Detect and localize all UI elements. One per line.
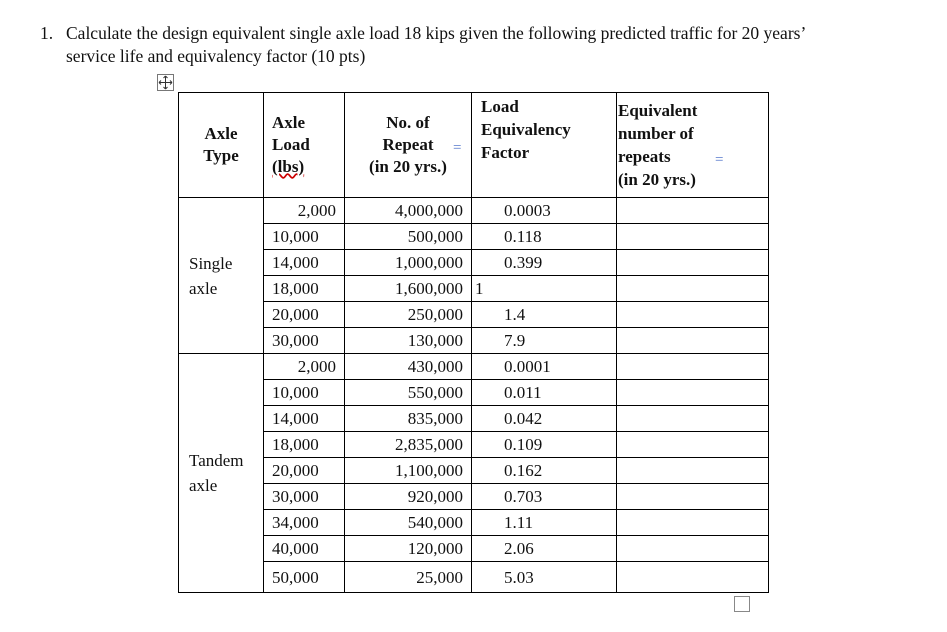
- cell-equivalent[interactable]: [617, 484, 769, 510]
- table-row: [179, 562, 769, 593]
- cell-equivalent[interactable]: [617, 250, 769, 276]
- question-number: 1.: [40, 23, 54, 43]
- cell-repeat: 1,600,000: [345, 276, 472, 302]
- header-axle-load: Axle Load (lbs): [264, 93, 345, 198]
- cell-factor: 0.703: [472, 484, 617, 510]
- cell-equivalent[interactable]: [617, 380, 769, 406]
- cell-repeat: 25,000: [345, 562, 472, 593]
- cell-load: 18,000: [264, 276, 345, 302]
- table-row: [179, 510, 769, 536]
- cell-repeat: 1,000,000: [345, 250, 472, 276]
- question-line-2: service life and equivalency factor (10 pts): [66, 46, 366, 66]
- table-row: [179, 380, 769, 406]
- cell-load: 18,000: [264, 432, 345, 458]
- cell-equivalent[interactable]: [617, 328, 769, 354]
- cell-repeat: 500,000: [345, 224, 472, 250]
- header-equivalent: Equivalent number of repeats (in 20 yrs.) =: [617, 93, 769, 198]
- group-tandem-axle: Tandem axle: [179, 354, 264, 593]
- cell-repeat: 130,000: [345, 328, 472, 354]
- cell-factor: 0.118: [472, 224, 617, 250]
- cell-equivalent[interactable]: [617, 406, 769, 432]
- cell-factor: 2.06: [472, 536, 617, 562]
- question-line-1: Calculate the design equivalent single axle load 18 kips given the following predicted traffic for 20 years’: [66, 23, 807, 43]
- cell-factor: 0.0001: [472, 354, 617, 380]
- cell-load: 10,000: [264, 224, 345, 250]
- cell-equivalent[interactable]: [617, 432, 769, 458]
- cell-equivalent[interactable]: [617, 198, 769, 224]
- cell-load: 34,000: [264, 510, 345, 536]
- cell-repeat: 550,000: [345, 380, 472, 406]
- cell-equivalent[interactable]: [617, 562, 769, 593]
- cell-equivalent[interactable]: [617, 458, 769, 484]
- cell-repeat: 430,000: [345, 354, 472, 380]
- cell-factor: 0.042: [472, 406, 617, 432]
- table-row: [179, 276, 769, 302]
- cell-repeat: 4,000,000: [345, 198, 472, 224]
- table-row: [179, 302, 769, 328]
- cell-load: 2,000: [264, 198, 345, 224]
- cell-equivalent[interactable]: [617, 302, 769, 328]
- cell-factor: 0.011: [472, 380, 617, 406]
- cell-factor: 7.9: [472, 328, 617, 354]
- table-row: [179, 250, 769, 276]
- group-single-axle: Single axle: [179, 198, 264, 354]
- cell-load: 50,000: [264, 562, 345, 593]
- cell-repeat: 2,835,000: [345, 432, 472, 458]
- cell-load: 20,000: [264, 302, 345, 328]
- traffic-table: [178, 92, 769, 593]
- cell-equivalent[interactable]: [617, 510, 769, 536]
- equation-mark-icon: =: [453, 140, 462, 156]
- table-row: [179, 536, 769, 562]
- table-row: [179, 484, 769, 510]
- cell-repeat: 1,100,000: [345, 458, 472, 484]
- cell-factor: 1: [472, 276, 617, 302]
- cell-repeat: 120,000: [345, 536, 472, 562]
- cell-load: 30,000: [264, 484, 345, 510]
- cell-load: 2,000: [264, 354, 345, 380]
- cell-load: 14,000: [264, 406, 345, 432]
- cell-factor: 5.03: [472, 562, 617, 593]
- table-row: [179, 354, 769, 380]
- table-row: [179, 328, 769, 354]
- cell-repeat: 920,000: [345, 484, 472, 510]
- cell-factor: 0.109: [472, 432, 617, 458]
- table-row: [179, 224, 769, 250]
- cell-equivalent[interactable]: [617, 536, 769, 562]
- cell-equivalent[interactable]: [617, 276, 769, 302]
- equation-mark-icon: =: [715, 152, 724, 168]
- table-row: [179, 432, 769, 458]
- table-row: [179, 406, 769, 432]
- cell-factor: 0.399: [472, 250, 617, 276]
- cell-load: 40,000: [264, 536, 345, 562]
- cell-equivalent[interactable]: [617, 224, 769, 250]
- cell-load: 10,000: [264, 380, 345, 406]
- header-repeat: No. of Repeat (in 20 yrs.) =: [345, 93, 472, 198]
- table-header-row: [179, 93, 769, 198]
- cell-equivalent[interactable]: [617, 354, 769, 380]
- cell-load: 20,000: [264, 458, 345, 484]
- cell-factor: 1.4: [472, 302, 617, 328]
- cell-load: 30,000: [264, 328, 345, 354]
- cell-factor: 0.162: [472, 458, 617, 484]
- cell-repeat: 835,000: [345, 406, 472, 432]
- cell-factor: 1.11: [472, 510, 617, 536]
- table-move-handle-icon[interactable]: [157, 74, 174, 91]
- cell-factor: 0.0003: [472, 198, 617, 224]
- table-row: [179, 458, 769, 484]
- cell-repeat: 540,000: [345, 510, 472, 536]
- cell-load: 14,000: [264, 250, 345, 276]
- header-factor: Load Equivalency Factor: [472, 93, 617, 198]
- header-axle-type: Axle Type: [179, 93, 264, 198]
- table-row: [179, 198, 769, 224]
- cell-repeat: 250,000: [345, 302, 472, 328]
- table-resize-handle-icon[interactable]: [734, 596, 750, 612]
